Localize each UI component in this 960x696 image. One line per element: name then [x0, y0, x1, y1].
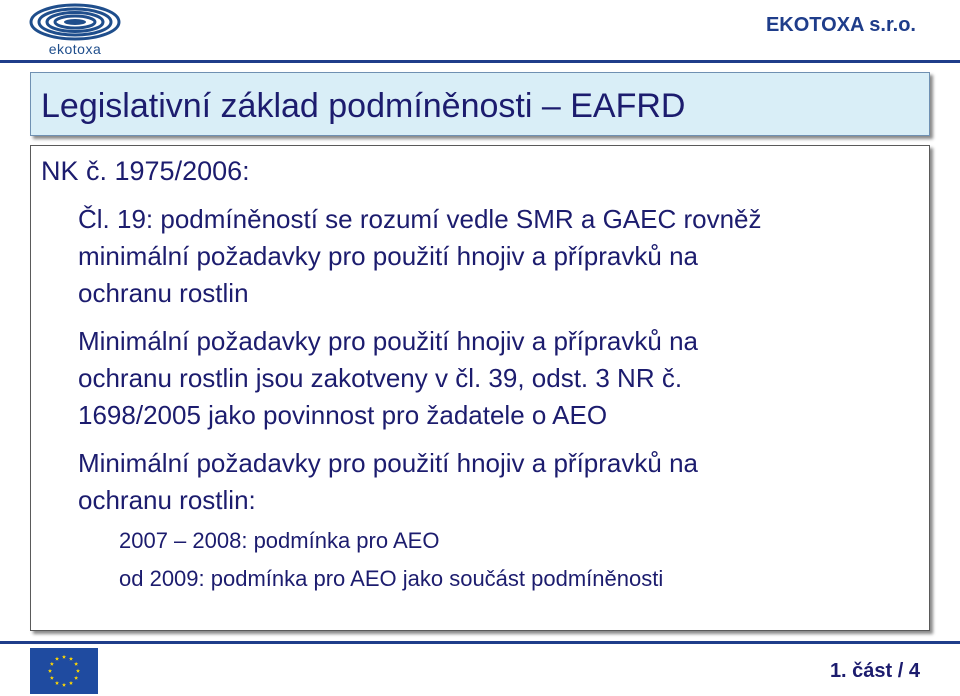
- text-line: NK č. 1975/2006:: [41, 156, 250, 186]
- text-line: ochranu rostlin:: [78, 485, 256, 515]
- ekotoxa-logo: [16, 2, 134, 58]
- text-line: Minimální požadavky pro použití hnojiv a přípravků na: [78, 326, 698, 356]
- text-line: 2007 – 2008: podmínka pro AEO: [119, 528, 440, 553]
- logo-swirl-icon: [16, 2, 134, 44]
- text-line: od 2009: podmínka pro AEO jako součást podmíněnosti: [119, 566, 664, 591]
- text-line: 1698/2005 jako povinnost pro žadatele o AEO: [78, 400, 608, 430]
- text-line: ochranu rostlin: [78, 278, 249, 308]
- company-name: EKOTOXA s.r.o.: [765, 14, 916, 36]
- footer-divider: [0, 641, 960, 644]
- eu-flag-icon: [30, 648, 98, 694]
- text-line: Čl. 19: podmíněností se rozumí vedle SMR a GAEC rovněž: [78, 204, 762, 234]
- slide-title: Legislativní základ podmíněnosti – EAFRD: [41, 87, 686, 125]
- text-line: minimální požadavky pro použití hnojiv a přípravků na: [78, 241, 698, 271]
- text-line: ochranu rostlin jsou zakotveny v čl. 39, odst. 3 NR č.: [78, 363, 683, 393]
- logo-text: ekotoxa: [48, 41, 102, 57]
- header-divider: [0, 60, 960, 63]
- text-line: Minimální požadavky pro použití hnojiv a přípravků na: [78, 448, 698, 478]
- title-box: [30, 72, 930, 136]
- content-box: [30, 145, 930, 631]
- page-indicator: 1. část / 4: [829, 660, 920, 682]
